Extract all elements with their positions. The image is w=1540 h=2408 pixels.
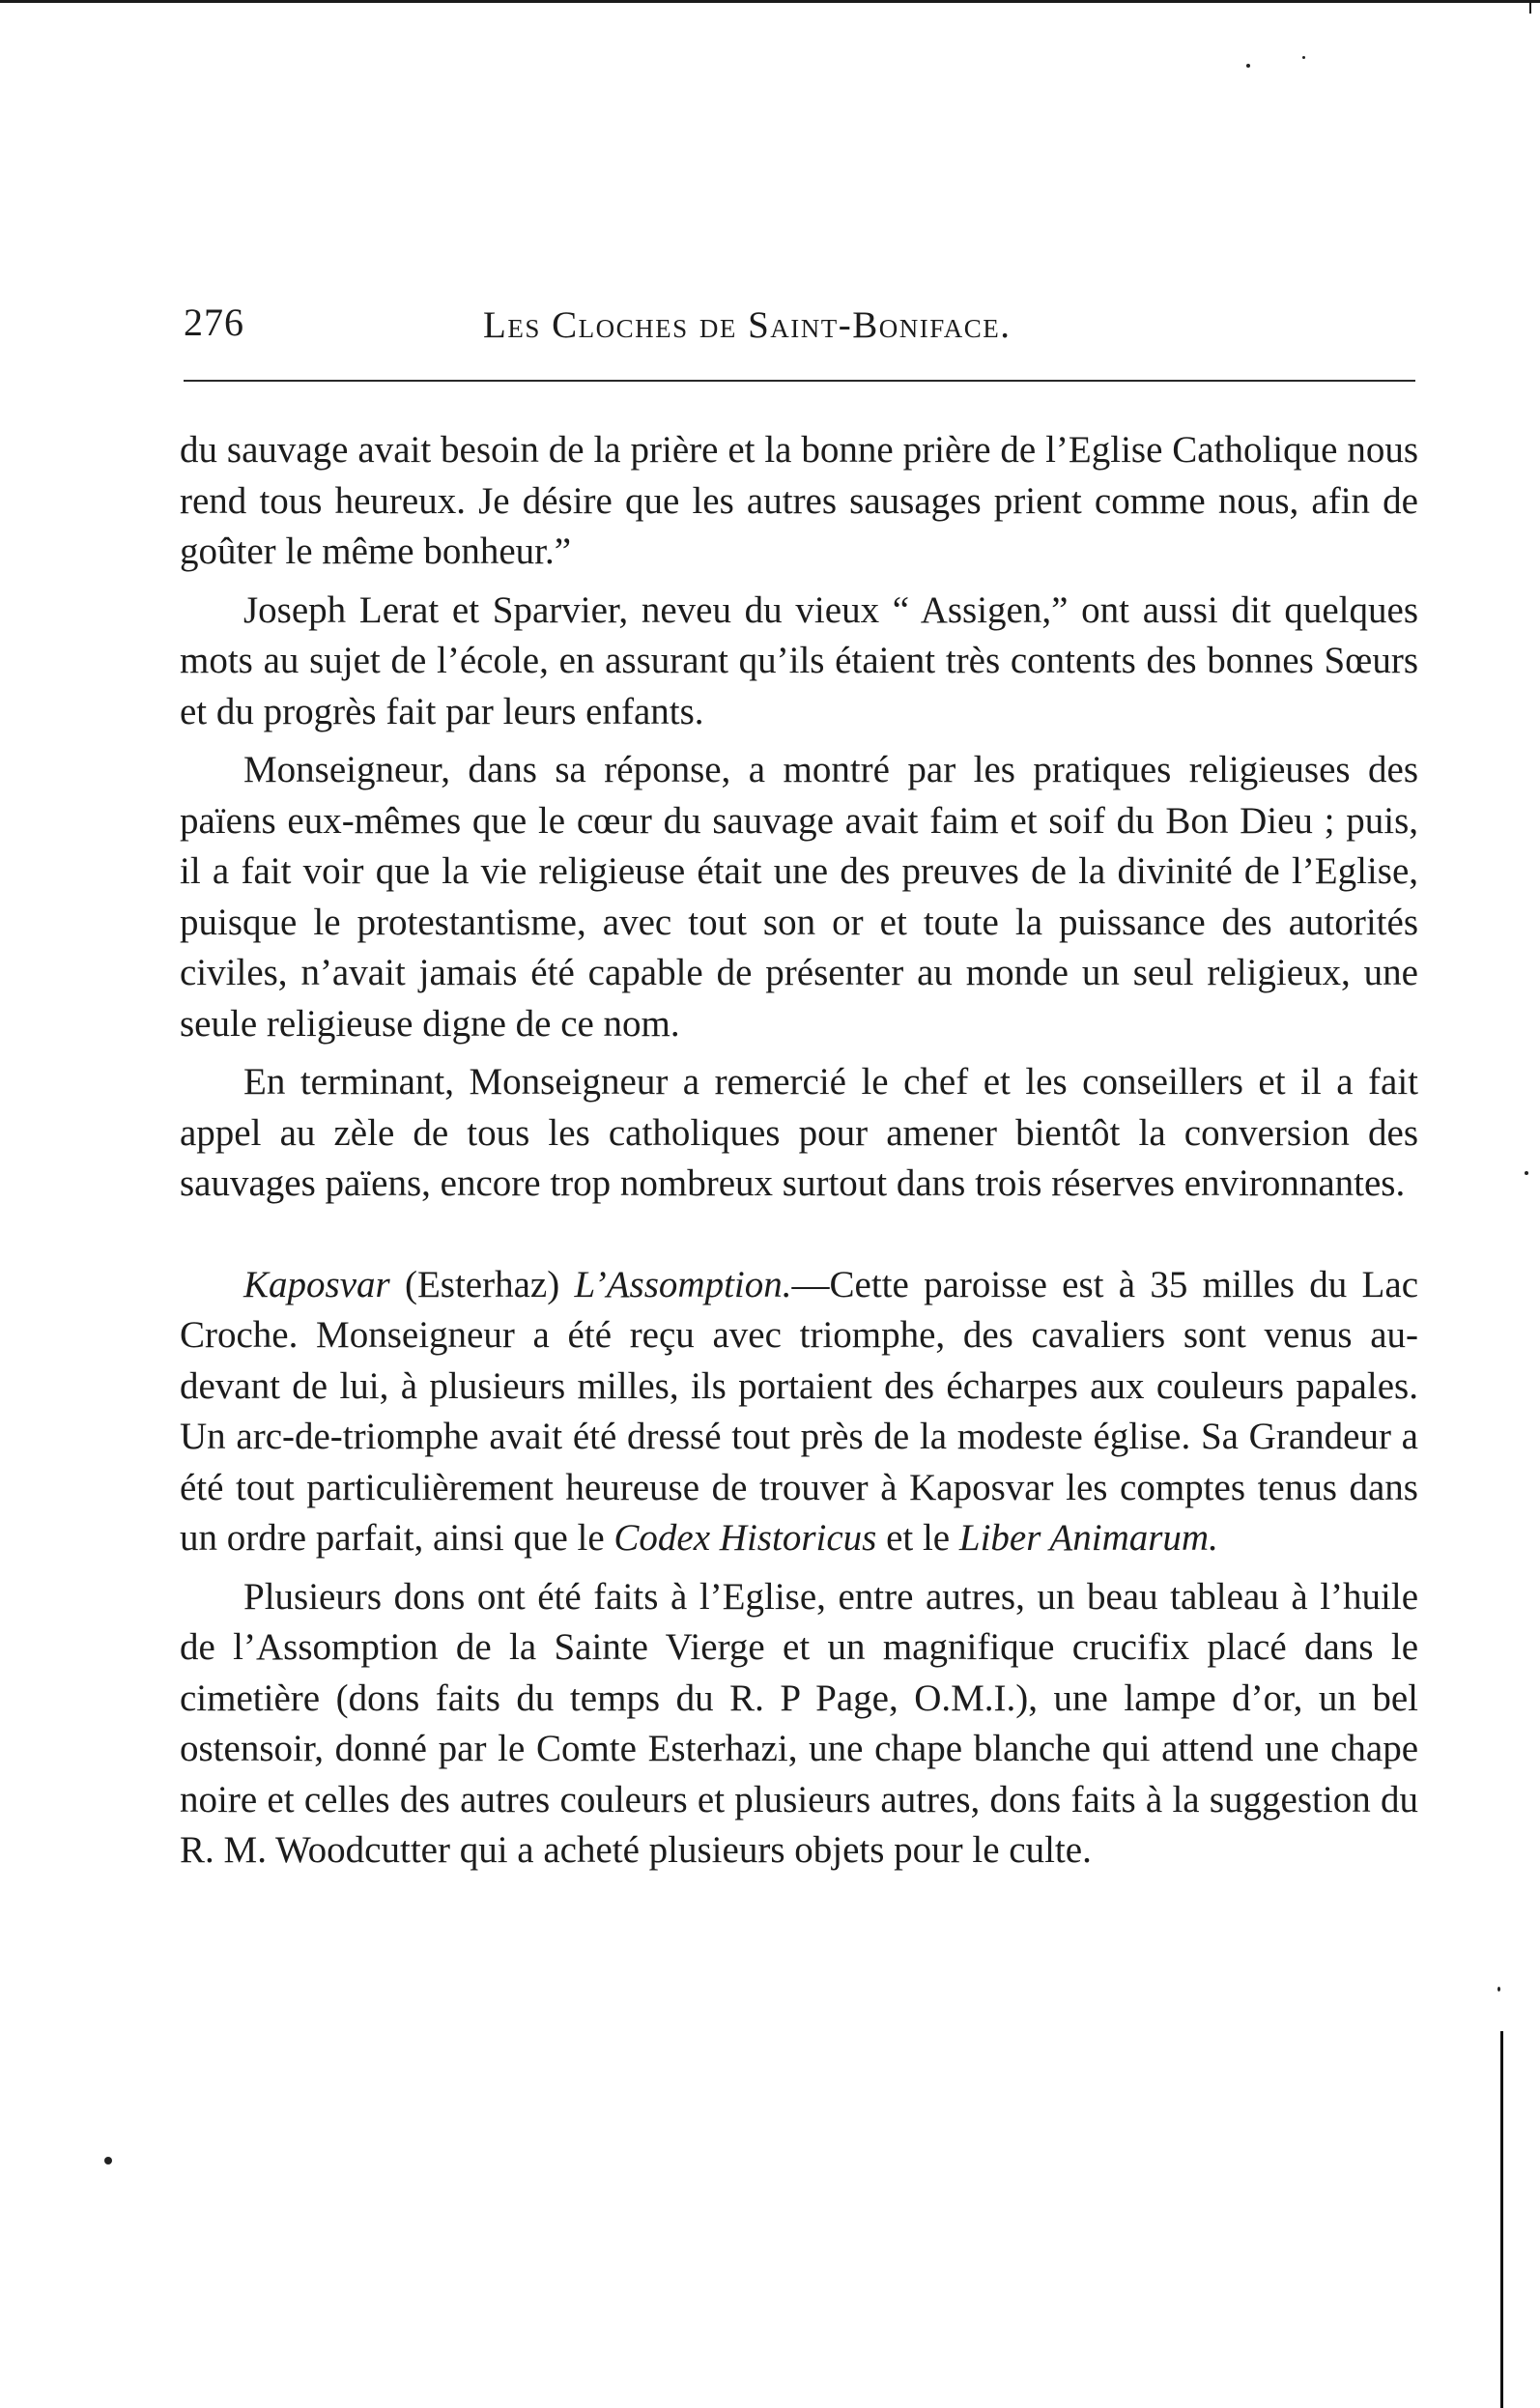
body-text: [180, 425, 1418, 1877]
scan-speck: [1497, 1987, 1500, 1992]
liber-title: Liber Animarum.: [958, 1517, 1218, 1559]
scan-right-edge: [1500, 2031, 1503, 2408]
codex-title: Codex Historicus: [613, 1517, 877, 1559]
running-header: [184, 300, 1415, 358]
paragraph-kaposvar: [180, 1260, 1418, 1564]
paragraph-text: et le: [876, 1517, 959, 1559]
page-number: 276: [184, 301, 244, 344]
paragraph-text: —Cette paroisse est à 35 milles du Lac Croche. Monseigneur a été reçu avec triomphe, des cavaliers sont venus au-devant de lui, à plusieurs milles, ils portaient des écharpes aux couleurs papales. Un arc-de-triomphe avait été dressé tout près de la modeste église. Sa Grandeur a été tout particulièrement heureuse de trouver à Kaposvar les comptes tenus dans un ordre parfait, ainsi que le: [180, 1263, 1418, 1559]
scan-top-edge: [0, 0, 1540, 3]
place-parenthetical: (Esterhaz): [389, 1263, 575, 1305]
header-rule: [184, 380, 1415, 382]
paragraph: En terminant, Monseigneur a remercié le chef et les conseillers et il a fait appel au zèle de tous les catholiques pour amener bientôt la conversion des sauvages païens, encore trop nombreux surtout dans trois réserves environnantes.: [180, 1061, 1418, 1204]
scan-speck: [1525, 1171, 1528, 1175]
scan-edge-mark: [1529, 0, 1531, 14]
scan-speck: [1246, 64, 1250, 68]
paragraph: Joseph Lerat et Sparvier, neveu du vieux “ Assigen,” ont aussi dit quelques mots au sujet de l’école, en assurant qu’ils étaient très contents des bonnes Sœurs et du progrès fait par leurs enfants.: [180, 588, 1418, 732]
parish-name: L’Assomption.: [574, 1263, 792, 1305]
scan-speck: [104, 2157, 112, 2164]
paragraph: Monseigneur, dans sa réponse, a montré par les pratiques religieuses des païens eux-mêmes que le cœur du sauvage avait faim et soif du Bon Dieu ; puis, il a fait voir que la vie religieuse était une des preuves de la divinité de l’Eglise, puisque le protestantisme, avec tout son or et toute la puissance des autorités civiles, n’avait jamais été capable de présenter au monde un seul religieux, une seule religieuse digne de ce nom.: [180, 749, 1418, 1045]
paragraph: Plusieurs dons ont été faits à l’Eglise, entre autres, un beau tableau à l’huile de l’Assomption de la Sainte Vierge et un magnifique crucifix placé dans le cimetière (dons faits du temps du R. P Page, O.M.I.), une lampe d’or, un bel ostensoir, donné par le Comte Esterhazi, une chape blanche qui attend une chape noire et celles des autres couleurs et plusieurs autres, dons faits à la suggestion du R. M. Woodcutter qui a acheté plusieurs objets pour le culte.: [180, 1575, 1418, 1871]
paragraph: du sauvage avait besoin de la prière et la bonne prière de l’Eglise Catholique nous rend tous heureux. Je désire que les autres sausages prient comme nous, afin de goûter le même bonheur.”: [180, 429, 1418, 572]
place-name: Kaposvar: [243, 1263, 390, 1305]
scan-speck: [1302, 56, 1305, 59]
running-title: Les Cloches de Saint-Boniface.: [483, 304, 1012, 346]
